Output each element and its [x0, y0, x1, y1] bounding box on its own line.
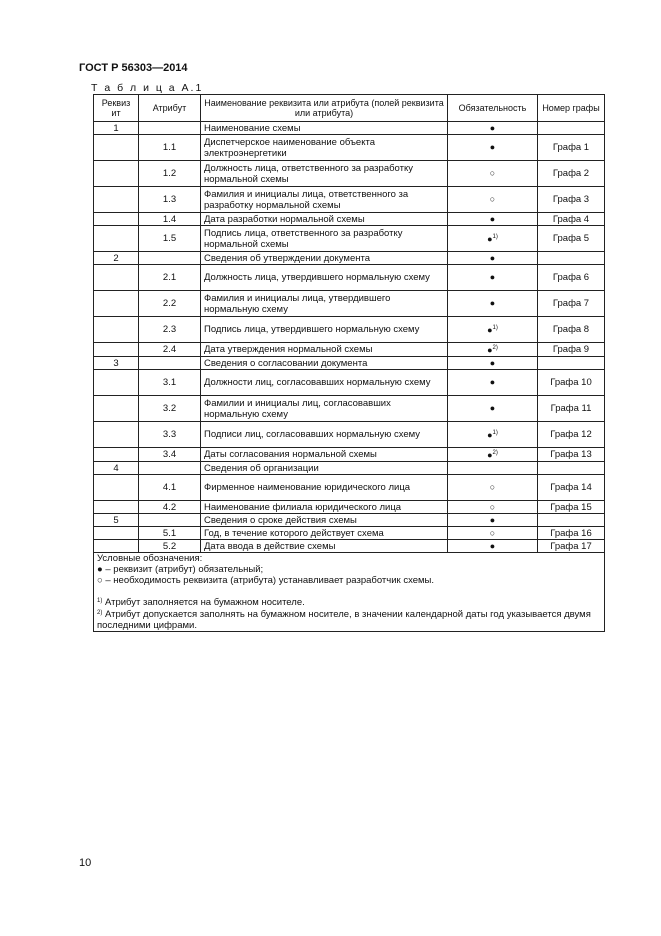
legend-optional: ○ – необходимость реквизита (атрибута) устанавливает разработчик схемы.	[97, 575, 434, 586]
requisite-cell: 3	[94, 357, 139, 370]
name-cell: Год, в течение которого действует схема	[201, 527, 448, 540]
name-cell: Подпись лица, ответственного за разработку нормальной схемы	[201, 226, 448, 252]
requisite-cell	[94, 213, 139, 226]
requisite-cell	[94, 343, 139, 357]
name-cell: Диспетчерское наименование объекта электроэнергетики	[201, 135, 448, 161]
name-cell: Сведения о согласовании документа	[201, 357, 448, 370]
optional-mark-icon: ○	[489, 482, 496, 492]
graph-number-cell: Графа 2	[538, 161, 605, 187]
graph-number-cell: Графа 6	[538, 265, 605, 291]
graph-number-cell	[538, 252, 605, 265]
graph-number-cell: Графа 3	[538, 187, 605, 213]
optional-mark-icon: ○	[489, 168, 496, 178]
footnote-ref: 1)	[492, 430, 498, 436]
required-mark-icon: ●	[487, 345, 493, 355]
table-row	[94, 161, 605, 187]
required-mark-icon: ●	[489, 403, 496, 413]
attribute-cell: 1.4	[139, 213, 201, 226]
mandatory-cell	[448, 317, 538, 343]
mandatory-cell	[448, 527, 538, 540]
footnote-2-text: Атрибут допускается заполнять на бумажном носителе, в значении календарной даты год указывается двумя последними цифрами.	[97, 609, 591, 631]
table-row	[94, 527, 605, 540]
attribute-cell	[139, 357, 201, 370]
table-row	[94, 540, 605, 553]
mandatory-cell	[448, 422, 538, 448]
footnote-ref: 1)	[492, 325, 498, 331]
requisite-cell	[94, 291, 139, 317]
requisite-cell: 4	[94, 462, 139, 475]
name-cell: Должности лиц, согласовавших нормальную схему	[201, 370, 448, 396]
requisite-cell	[94, 370, 139, 396]
column-header-requisite: Реквиз ит	[94, 95, 139, 122]
attribute-cell: 3.2	[139, 396, 201, 422]
required-mark-icon: ●	[489, 272, 496, 282]
name-cell: Дата разработки нормальной схемы	[201, 213, 448, 226]
graph-number-cell: Графа 4	[538, 213, 605, 226]
attribute-cell: 4.2	[139, 501, 201, 514]
graph-number-cell: Графа 16	[538, 527, 605, 540]
table-row	[94, 448, 605, 462]
requisite-cell	[94, 422, 139, 448]
requisite-cell	[94, 527, 139, 540]
attribute-cell: 2.4	[139, 343, 201, 357]
table-row	[94, 252, 605, 265]
table-row	[94, 213, 605, 226]
graph-number-cell: Графа 7	[538, 291, 605, 317]
name-cell: Сведения об организации	[201, 462, 448, 475]
footnote-ref: 2)	[492, 345, 498, 351]
table-row	[94, 317, 605, 343]
mandatory-cell	[448, 291, 538, 317]
required-mark-icon: ●	[489, 540, 496, 551]
optional-mark-icon: ○	[489, 194, 496, 204]
required-mark-icon: ●	[489, 122, 496, 133]
requisite-cell	[94, 501, 139, 514]
mandatory-cell	[448, 514, 538, 527]
required-mark-icon: ●	[487, 325, 493, 335]
table-row	[94, 291, 605, 317]
requisite-cell	[94, 187, 139, 213]
name-cell: Должность лица, утвердившего нормальную схему	[201, 265, 448, 291]
requisite-cell	[94, 135, 139, 161]
notes-cell	[94, 553, 605, 632]
table-row	[94, 357, 605, 370]
attribute-cell: 2.3	[139, 317, 201, 343]
footnote-ref: 1)	[492, 234, 498, 240]
graph-number-cell	[538, 514, 605, 527]
required-mark-icon: ●	[489, 298, 496, 308]
table-row	[94, 343, 605, 357]
graph-number-cell: Графа 10	[538, 370, 605, 396]
required-mark-icon: ●	[489, 357, 496, 368]
table-row	[94, 122, 605, 135]
required-mark-icon: ●	[489, 142, 496, 152]
mandatory-cell	[448, 187, 538, 213]
optional-mark-icon: ○	[489, 527, 496, 538]
mandatory-cell	[448, 343, 538, 357]
attribute-cell: 1.3	[139, 187, 201, 213]
mandatory-cell	[448, 135, 538, 161]
mandatory-cell	[448, 396, 538, 422]
attribute-cell: 2.1	[139, 265, 201, 291]
mandatory-cell	[448, 462, 538, 475]
graph-number-cell	[538, 122, 605, 135]
name-cell: Сведения о сроке действия схемы	[201, 514, 448, 527]
attribute-cell: 1.1	[139, 135, 201, 161]
graph-number-cell	[538, 462, 605, 475]
requisite-cell	[94, 265, 139, 291]
mandatory-cell	[448, 501, 538, 514]
table-row	[94, 265, 605, 291]
table-row	[94, 135, 605, 161]
table-row	[94, 514, 605, 527]
attribute-cell: 3.3	[139, 422, 201, 448]
name-cell: Наименование схемы	[201, 122, 448, 135]
attribute-cell	[139, 122, 201, 135]
graph-number-cell: Графа 14	[538, 475, 605, 501]
table-header-row	[94, 95, 605, 122]
footnote-1-text: Атрибут заполняется на бумажном носителе.	[104, 597, 305, 608]
table-row	[94, 422, 605, 448]
attribute-cell: 1.5	[139, 226, 201, 252]
table-row	[94, 396, 605, 422]
legend-required: ● – реквизит (атрибут) обязательный;	[97, 564, 264, 575]
name-cell: Наименование филиала юридического лица	[201, 501, 448, 514]
requisite-cell	[94, 317, 139, 343]
attribute-cell: 5.2	[139, 540, 201, 553]
name-cell: Даты согласования нормальной схемы	[201, 448, 448, 462]
name-cell: Дата ввода в действие схемы	[201, 540, 448, 553]
mandatory-cell	[448, 122, 538, 135]
legend-title: Условные обозначения:	[97, 553, 203, 564]
attribute-cell	[139, 514, 201, 527]
footnote-ref: 2)	[492, 450, 498, 456]
name-cell: Подпись лица, утвердившего нормальную схему	[201, 317, 448, 343]
required-mark-icon: ●	[487, 450, 493, 460]
graph-number-cell: Графа 11	[538, 396, 605, 422]
document-code: ГОСТ Р 56303—2014	[79, 62, 188, 74]
mandatory-cell	[448, 265, 538, 291]
column-header-mandatory: Обязательность	[448, 95, 538, 122]
requisite-cell: 1	[94, 122, 139, 135]
attribute-cell	[139, 252, 201, 265]
attribute-cell: 1.2	[139, 161, 201, 187]
footnote-1	[97, 596, 601, 608]
mandatory-cell	[448, 448, 538, 462]
graph-number-cell: Графа 9	[538, 343, 605, 357]
attribute-cell: 3.1	[139, 370, 201, 396]
name-cell: Фамилии и инициалы лиц, согласовавших нормальную схему	[201, 396, 448, 422]
table-row	[94, 187, 605, 213]
graph-number-cell: Графа 1	[538, 135, 605, 161]
table-row	[94, 501, 605, 514]
mandatory-cell	[448, 357, 538, 370]
table-row	[94, 462, 605, 475]
attribute-cell: 3.4	[139, 448, 201, 462]
mandatory-cell	[448, 252, 538, 265]
table-row	[94, 226, 605, 252]
required-mark-icon: ●	[487, 234, 493, 244]
name-cell: Фамилия и инициалы лица, ответственного за разработку нормальной схемы	[201, 187, 448, 213]
name-cell: Дата утверждения нормальной схемы	[201, 343, 448, 357]
required-mark-icon: ●	[489, 377, 496, 387]
requisite-cell	[94, 226, 139, 252]
graph-number-cell: Графа 13	[538, 448, 605, 462]
name-cell: Фамилия и инициалы лица, утвердившего нормальную схему	[201, 291, 448, 317]
graph-number-cell: Графа 15	[538, 501, 605, 514]
required-mark-icon: ●	[489, 213, 496, 224]
mandatory-cell	[448, 226, 538, 252]
required-mark-icon: ●	[489, 514, 496, 525]
requisite-cell	[94, 475, 139, 501]
column-header-attribute: Атрибут	[139, 95, 201, 122]
requisite-cell	[94, 448, 139, 462]
attribute-cell: 4.1	[139, 475, 201, 501]
mandatory-cell	[448, 161, 538, 187]
footnote-1-mark: 1)	[97, 598, 103, 604]
requisite-cell	[94, 540, 139, 553]
table-row	[94, 475, 605, 501]
name-cell: Сведения об утверждении документа	[201, 252, 448, 265]
attribute-cell: 2.2	[139, 291, 201, 317]
requisites-table	[93, 94, 605, 632]
mandatory-cell	[448, 213, 538, 226]
attribute-cell	[139, 462, 201, 475]
graph-number-cell: Графа 17	[538, 540, 605, 553]
required-mark-icon: ●	[489, 252, 496, 263]
mandatory-cell	[448, 540, 538, 553]
graph-number-cell	[538, 357, 605, 370]
requisite-cell	[94, 161, 139, 187]
footnote-2-mark: 2)	[97, 610, 103, 616]
name-cell: Фирменное наименование юридического лица	[201, 475, 448, 501]
graph-number-cell: Графа 8	[538, 317, 605, 343]
page-number: 10	[79, 857, 92, 869]
column-header-name: Наименование реквизита или атрибута (полей реквизита или атрибута)	[201, 95, 448, 122]
footnote-2	[97, 608, 601, 631]
column-header-graph-number: Номер графы	[538, 95, 605, 122]
mandatory-cell	[448, 370, 538, 396]
table-caption: Т а б л и ц а А.1	[91, 82, 204, 94]
name-cell: Подписи лиц, согласовавших нормальную схему	[201, 422, 448, 448]
requisite-cell: 2	[94, 252, 139, 265]
mandatory-cell	[448, 475, 538, 501]
optional-mark-icon: ○	[489, 501, 496, 512]
graph-number-cell: Графа 5	[538, 226, 605, 252]
table-row	[94, 370, 605, 396]
required-mark-icon: ●	[487, 430, 493, 440]
notes-row	[94, 553, 605, 632]
graph-number-cell: Графа 12	[538, 422, 605, 448]
name-cell: Должность лица, ответственного за разработку нормальной схемы	[201, 161, 448, 187]
requisite-cell	[94, 396, 139, 422]
attribute-cell: 5.1	[139, 527, 201, 540]
requisite-cell: 5	[94, 514, 139, 527]
